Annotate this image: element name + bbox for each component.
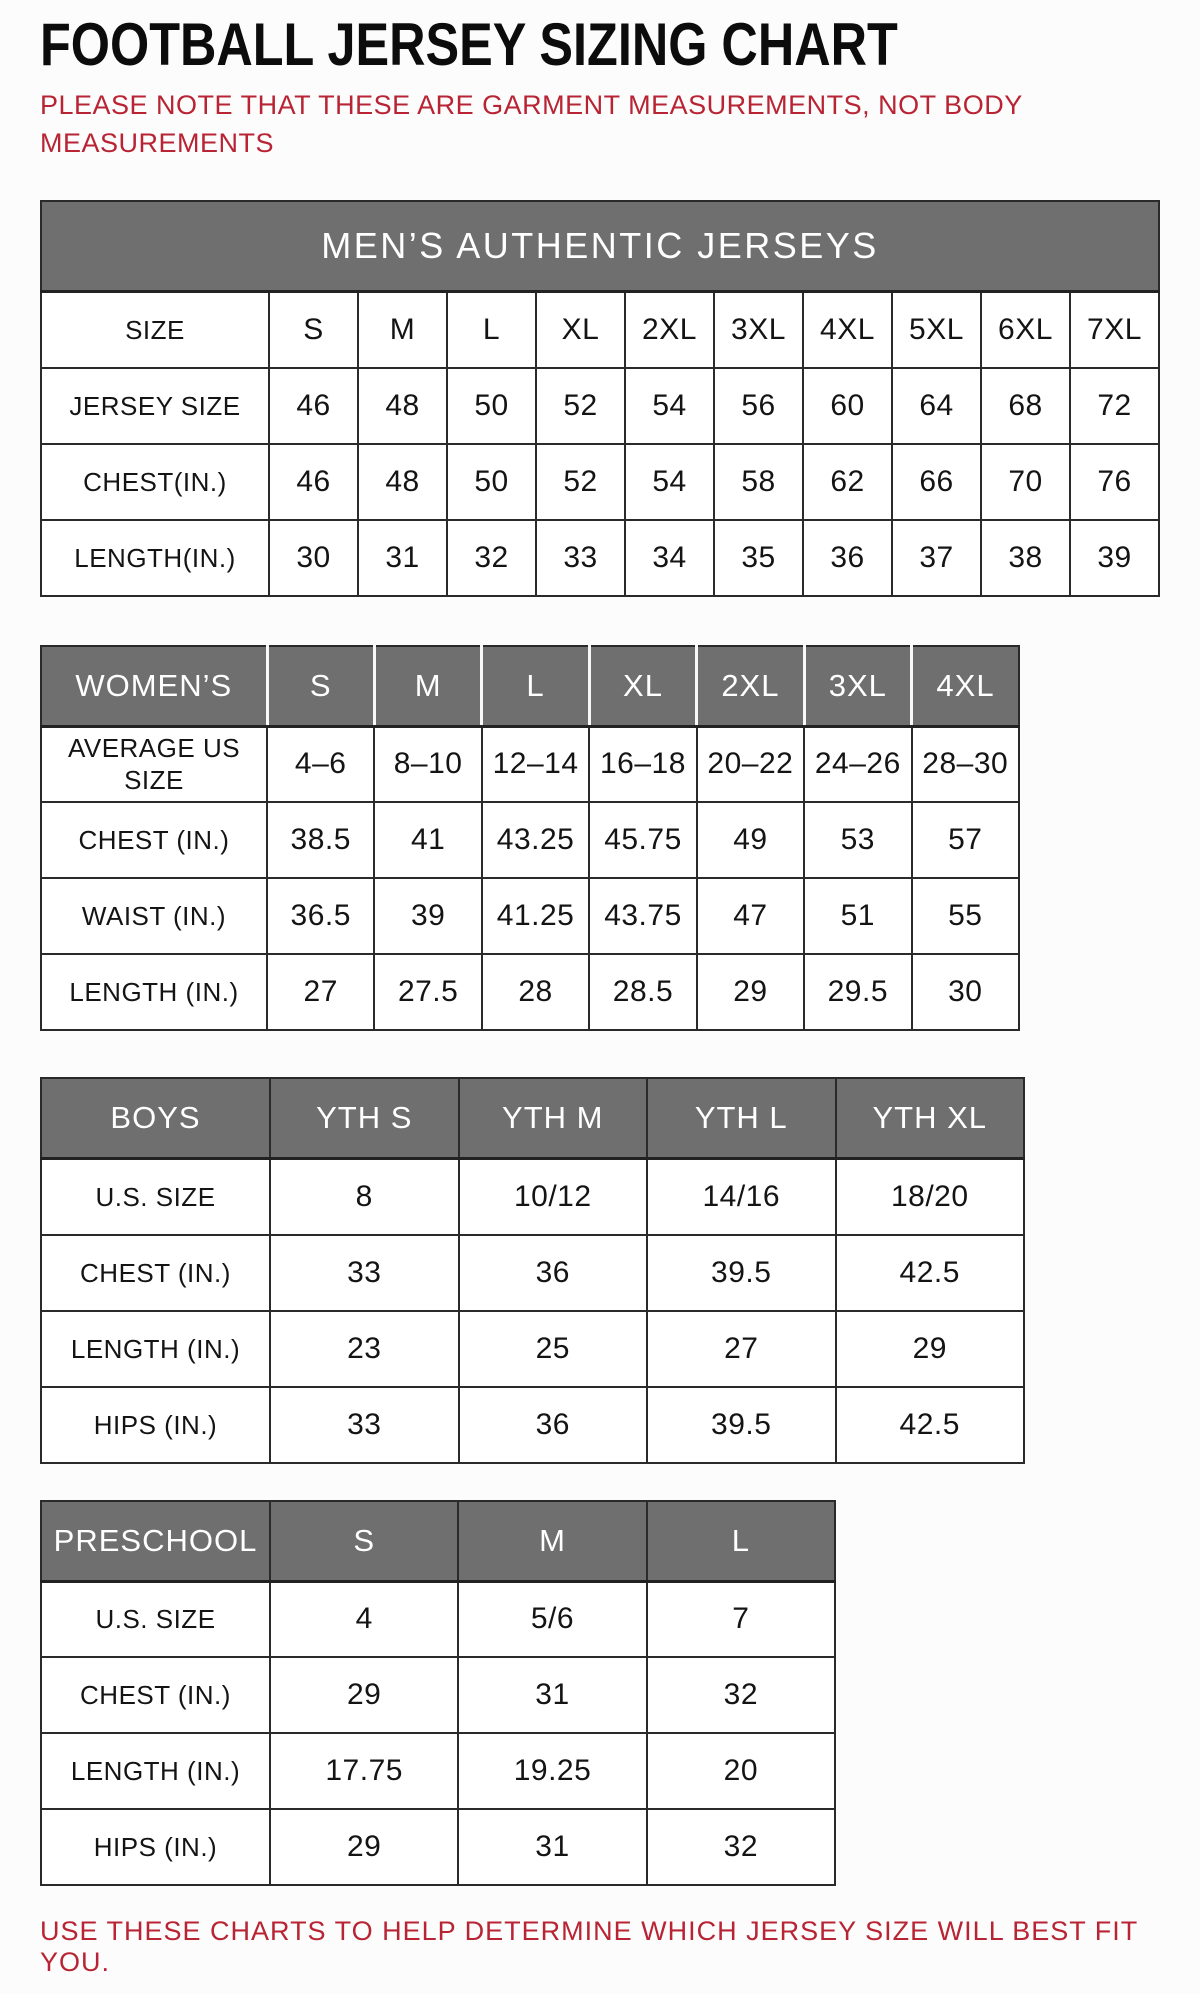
size-value-cell: 8–10 — [374, 726, 481, 802]
size-value-cell: 42.5 — [836, 1387, 1025, 1463]
size-value-cell: 6XL — [981, 292, 1070, 368]
size-value-cell: 34 — [625, 520, 714, 596]
size-value-cell: M — [358, 292, 447, 368]
size-value-cell: 70 — [981, 444, 1070, 520]
table-title-header: WOMEN’S — [41, 646, 267, 727]
size-value-cell: 27 — [267, 954, 374, 1030]
column-header: L — [482, 646, 589, 727]
size-value-cell: 60 — [803, 368, 892, 444]
size-value-cell: 33 — [270, 1387, 459, 1463]
size-value-cell: 4–6 — [267, 726, 374, 802]
size-value-cell: 46 — [269, 444, 358, 520]
row-label: CHEST(IN.) — [41, 444, 269, 520]
size-value-cell: 29 — [697, 954, 804, 1030]
size-value-cell: 43.25 — [482, 802, 589, 878]
size-value-cell: 31 — [458, 1657, 646, 1733]
size-value-cell: 50 — [447, 444, 536, 520]
size-value-cell: 27 — [647, 1311, 836, 1387]
table-title-header: PRESCHOOL — [41, 1501, 270, 1582]
size-value-cell: 8 — [270, 1159, 459, 1235]
size-value-cell: 41.25 — [482, 878, 589, 954]
size-value-cell: 32 — [647, 1809, 835, 1885]
table-row — [41, 1159, 1024, 1235]
size-value-cell: 53 — [804, 802, 911, 878]
column-header: M — [458, 1501, 646, 1582]
table-row — [41, 1235, 1024, 1311]
column-header: M — [374, 646, 481, 727]
size-value-cell: 29 — [270, 1809, 458, 1885]
size-value-cell: 24–26 — [804, 726, 911, 802]
footer-note: USE THESE CHARTS TO HELP DETERMINE WHICH JERSEY SIZE WILL BEST FIT YOU. — [40, 1916, 1138, 1977]
row-label: CHEST (IN.) — [41, 802, 267, 878]
size-value-cell: 48 — [358, 368, 447, 444]
size-value-cell: 7 — [647, 1581, 835, 1657]
size-value-cell: 62 — [803, 444, 892, 520]
table-header-row — [41, 1501, 835, 1582]
size-value-cell: 48 — [358, 444, 447, 520]
size-value-cell: 25 — [459, 1311, 648, 1387]
size-value-cell: 29.5 — [804, 954, 911, 1030]
size-value-cell: 10/12 — [459, 1159, 648, 1235]
size-value-cell: 30 — [912, 954, 1019, 1030]
column-header: S — [267, 646, 374, 727]
row-label: CHEST (IN.) — [41, 1657, 270, 1733]
table-title-header: BOYS — [41, 1078, 270, 1159]
table-row — [41, 1657, 835, 1733]
preschool-sizing-table — [40, 1500, 836, 1887]
table-row — [41, 1581, 835, 1657]
size-value-cell: 36 — [459, 1235, 648, 1311]
size-value-cell: 76 — [1070, 444, 1159, 520]
size-value-cell: 4XL — [803, 292, 892, 368]
column-header: L — [647, 1501, 835, 1582]
size-value-cell: 28 — [482, 954, 589, 1030]
table-row — [41, 1809, 835, 1885]
size-value-cell: 42.5 — [836, 1235, 1025, 1311]
size-value-cell: 32 — [647, 1657, 835, 1733]
row-label: LENGTH (IN.) — [41, 954, 267, 1030]
row-label: LENGTH(IN.) — [41, 520, 269, 596]
column-header: S — [270, 1501, 458, 1582]
size-value-cell: 2XL — [625, 292, 714, 368]
row-label: JERSEY SIZE — [41, 368, 269, 444]
table-row — [41, 520, 1159, 596]
size-value-cell: 32 — [447, 520, 536, 596]
size-value-cell: XL — [536, 292, 625, 368]
size-value-cell: 28–30 — [912, 726, 1019, 802]
row-label: U.S. SIZE — [41, 1581, 270, 1657]
size-value-cell: 33 — [536, 520, 625, 596]
size-value-cell: 52 — [536, 444, 625, 520]
size-value-cell: 5/6 — [458, 1581, 646, 1657]
size-value-cell: 5XL — [892, 292, 981, 368]
column-header: 4XL — [912, 646, 1019, 727]
size-value-cell: 49 — [697, 802, 804, 878]
row-label: SIZE — [41, 292, 269, 368]
size-value-cell: 30 — [269, 520, 358, 596]
table-row — [41, 1311, 1024, 1387]
size-value-cell: 52 — [536, 368, 625, 444]
column-header: YTH XL — [836, 1078, 1025, 1159]
mens-sizing-table — [40, 200, 1160, 597]
size-value-cell: S — [269, 292, 358, 368]
table-header-row — [41, 1078, 1024, 1159]
size-value-cell: 66 — [892, 444, 981, 520]
size-value-cell: 29 — [270, 1657, 458, 1733]
size-value-cell: 39 — [374, 878, 481, 954]
size-value-cell: 31 — [358, 520, 447, 596]
row-label: CHEST (IN.) — [41, 1235, 270, 1311]
row-label: AVERAGE US SIZE — [41, 726, 267, 802]
garment-note-line-1: PLEASE NOTE THAT THESE ARE GARMENT MEASUREMENTS, NOT BODY — [40, 90, 1023, 120]
garment-measurements-note — [40, 86, 1200, 162]
size-value-cell: 47 — [697, 878, 804, 954]
column-header: 3XL — [804, 646, 911, 727]
table-row — [41, 726, 1019, 802]
row-label: HIPS (IN.) — [41, 1387, 270, 1463]
column-header: YTH M — [459, 1078, 648, 1159]
size-value-cell: 29 — [836, 1311, 1025, 1387]
size-value-cell: 23 — [270, 1311, 459, 1387]
size-value-cell: 39 — [1070, 520, 1159, 596]
row-label: HIPS (IN.) — [41, 1809, 270, 1885]
column-header: YTH L — [647, 1078, 836, 1159]
row-label: U.S. SIZE — [41, 1159, 270, 1235]
table-row — [41, 292, 1159, 368]
size-value-cell: L — [447, 292, 536, 368]
size-value-cell: 19.25 — [458, 1733, 646, 1809]
size-value-cell: 17.75 — [270, 1733, 458, 1809]
table-row — [41, 1733, 835, 1809]
boys-sizing-table — [40, 1077, 1025, 1464]
size-value-cell: 51 — [804, 878, 911, 954]
size-value-cell: 45.75 — [589, 802, 696, 878]
size-value-cell: 38.5 — [267, 802, 374, 878]
row-label: WAIST (IN.) — [41, 878, 267, 954]
row-label: LENGTH (IN.) — [41, 1733, 270, 1809]
size-value-cell: 16–18 — [589, 726, 696, 802]
size-value-cell: 31 — [458, 1809, 646, 1885]
size-value-cell: 68 — [981, 368, 1070, 444]
table-row — [41, 444, 1159, 520]
size-value-cell: 50 — [447, 368, 536, 444]
column-header: YTH S — [270, 1078, 459, 1159]
size-value-cell: 43.75 — [589, 878, 696, 954]
size-value-cell: 36.5 — [267, 878, 374, 954]
womens-sizing-table — [40, 645, 1020, 1032]
size-value-cell: 58 — [714, 444, 803, 520]
size-value-cell: 27.5 — [374, 954, 481, 1030]
size-value-cell: 54 — [625, 444, 714, 520]
size-value-cell: 39.5 — [647, 1387, 836, 1463]
size-value-cell: 39.5 — [647, 1235, 836, 1311]
size-value-cell: 37 — [892, 520, 981, 596]
size-value-cell: 28.5 — [589, 954, 696, 1030]
table-banner: MEN’S AUTHENTIC JERSEYS — [41, 201, 1159, 292]
size-value-cell: 46 — [269, 368, 358, 444]
size-value-cell: 20–22 — [697, 726, 804, 802]
size-value-cell: 18/20 — [836, 1159, 1025, 1235]
size-value-cell: 36 — [459, 1387, 648, 1463]
size-value-cell: 7XL — [1070, 292, 1159, 368]
garment-note-line-2: MEASUREMENTS — [40, 128, 275, 158]
size-value-cell: 41 — [374, 802, 481, 878]
table-row — [41, 1387, 1024, 1463]
table-row — [41, 802, 1019, 878]
table-row — [41, 954, 1019, 1030]
column-header: 2XL — [697, 646, 804, 727]
size-value-cell: 72 — [1070, 368, 1159, 444]
size-value-cell: 33 — [270, 1235, 459, 1311]
table-header-row — [41, 646, 1019, 727]
size-value-cell: 14/16 — [647, 1159, 836, 1235]
size-value-cell: 12–14 — [482, 726, 589, 802]
size-value-cell: 56 — [714, 368, 803, 444]
page-title: FOOTBALL JERSEY SIZING CHART — [40, 11, 898, 78]
row-label: LENGTH (IN.) — [41, 1311, 270, 1387]
size-value-cell: 36 — [803, 520, 892, 596]
size-value-cell: 64 — [892, 368, 981, 444]
size-value-cell: 57 — [912, 802, 1019, 878]
table-row — [41, 368, 1159, 444]
size-value-cell: 55 — [912, 878, 1019, 954]
table-row — [41, 878, 1019, 954]
size-value-cell: 38 — [981, 520, 1070, 596]
size-value-cell: 35 — [714, 520, 803, 596]
size-value-cell: 54 — [625, 368, 714, 444]
size-value-cell: 20 — [647, 1733, 835, 1809]
size-value-cell: 4 — [270, 1581, 458, 1657]
column-header: XL — [589, 646, 696, 727]
size-value-cell: 3XL — [714, 292, 803, 368]
